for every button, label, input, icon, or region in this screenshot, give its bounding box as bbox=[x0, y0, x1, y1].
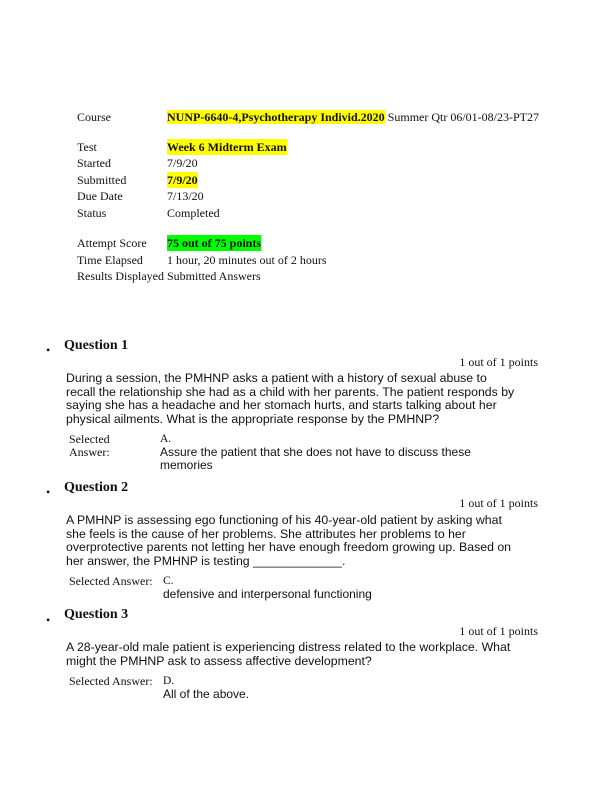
question-1-title: Question 1 bbox=[64, 338, 129, 353]
question-2-text: A PMHNP is assessing ego functioning of his 40-year-old patient by asking what she feels is the cause of her problems. She attributes her problems to her overprotective parents not letting her have enough freedom growing up. Based on her answer, the PMHNP is testing _____________. bbox=[66, 513, 512, 568]
course-label: Course bbox=[77, 110, 111, 124]
question-3-answer-text: All of the above. bbox=[163, 687, 250, 701]
started-label: Started bbox=[77, 156, 111, 170]
time-elapsed-label: Time Elapsed bbox=[77, 253, 143, 267]
question-bullet: • bbox=[46, 343, 51, 357]
status-label: Status bbox=[77, 206, 107, 220]
status-value: Completed bbox=[167, 206, 220, 220]
question-2-points: 1 out of 1 points bbox=[459, 496, 538, 510]
question-1-points: 1 out of 1 points bbox=[459, 355, 538, 369]
attempt-score-value: 75 out of 75 points bbox=[167, 236, 262, 250]
submitted-label: Submitted bbox=[77, 173, 127, 187]
question-3-text: A 28-year-old male patient is experiencing distress related to the workplace. What might the PMHNP ask to assess affective development? bbox=[66, 640, 511, 668]
question-2-answer-letter: C. bbox=[163, 575, 174, 587]
answer-label: Answer: bbox=[69, 445, 110, 459]
question-1-answer-text: Assure the patient that she does not have to discuss these memories bbox=[160, 445, 471, 472]
submitted-value: 7/9/20 bbox=[167, 173, 198, 187]
results-displayed-label: Results Displayed bbox=[77, 269, 164, 283]
due-date-label: Due Date bbox=[77, 189, 123, 203]
question-3-answer-letter: D. bbox=[163, 675, 175, 687]
question-3-title: Question 3 bbox=[64, 607, 129, 622]
test-label: Test bbox=[77, 140, 97, 154]
question-bullet: • bbox=[46, 613, 51, 627]
course-code: NUNP-6640-4,Psychotherapy Individ.2020 bbox=[167, 110, 385, 124]
course-value bbox=[167, 109, 539, 125]
question-bullet: • bbox=[46, 485, 51, 499]
selected-answer-label: Selected Answer: bbox=[69, 674, 153, 688]
course-rest: Summer Qtr 06/01-08/23-PT27 bbox=[384, 110, 540, 124]
attempt-score-label: Attempt Score bbox=[77, 236, 147, 250]
test-value: Week 6 Midterm Exam bbox=[167, 140, 287, 154]
selected-answer-label: Selected Answer: bbox=[69, 574, 153, 588]
question-3-points: 1 out of 1 points bbox=[459, 624, 538, 638]
time-elapsed-value: 1 hour, 20 minutes out of 2 hours bbox=[167, 253, 327, 267]
question-2-title: Question 2 bbox=[64, 480, 129, 495]
due-date-value: 7/13/20 bbox=[167, 189, 204, 203]
question-1-answer-letter: A. bbox=[160, 433, 172, 445]
started-value: 7/9/20 bbox=[167, 156, 198, 170]
selected-label: Selected bbox=[69, 432, 110, 446]
question-2-answer-text: defensive and interpersonal functioning bbox=[163, 587, 372, 601]
question-1-text: During a session, the PMHNP asks a patient with a history of sexual abuse to recall the relationship she had as a child with her parents. The patient responds by saying she has a headache and her stomach hurts, and starts talking about her physical ailments. What is the appropriate response by the PMHNP? bbox=[66, 371, 515, 426]
results-displayed-value: Submitted Answers bbox=[167, 269, 261, 283]
